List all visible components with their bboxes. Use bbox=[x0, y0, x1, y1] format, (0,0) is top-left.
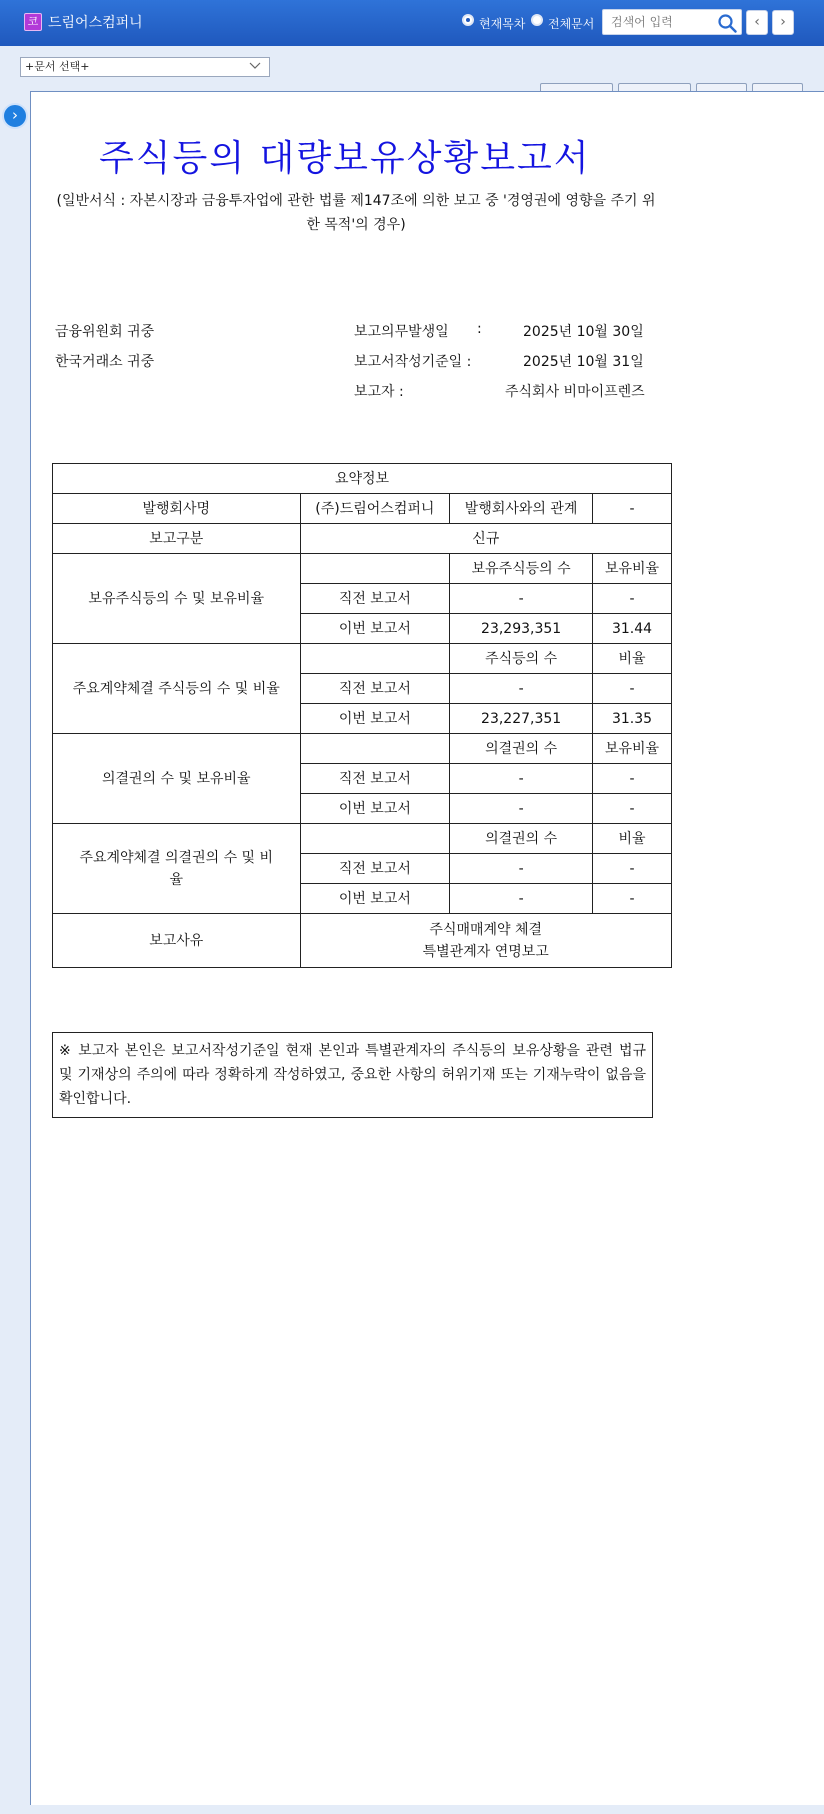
table-cell: - bbox=[593, 854, 672, 884]
document-panel bbox=[30, 91, 824, 1805]
section-label: 의결권의 수 및 보유비율 bbox=[53, 734, 301, 824]
table-cell: 23,293,351 bbox=[450, 614, 593, 644]
column-header: 의결권의 수 bbox=[450, 734, 593, 764]
document-select[interactable] bbox=[20, 57, 270, 77]
row-label: 직전 보고서 bbox=[300, 854, 450, 884]
row-label: 이번 보고서 bbox=[300, 794, 450, 824]
table-cell: - bbox=[450, 884, 593, 914]
search-box[interactable] bbox=[602, 9, 742, 35]
column-header: 의결권의 수 bbox=[450, 824, 593, 854]
table-cell: 31.44 bbox=[593, 614, 672, 644]
column-header: 보유비율 bbox=[593, 554, 672, 584]
row-label: 이번 보고서 bbox=[300, 884, 450, 914]
column-header: 주식등의 수 bbox=[450, 644, 593, 674]
document-title: 주식등의 대량보유상황보고서 bbox=[99, 138, 591, 179]
company-logo-icon: 코 bbox=[24, 13, 42, 31]
document-select-value: +문서 선택+ bbox=[25, 60, 90, 73]
column-header: 보유비율 bbox=[593, 734, 672, 764]
next-result-button[interactable]: › bbox=[772, 10, 794, 35]
table-row bbox=[53, 554, 672, 584]
report-type-label: 보고구분 bbox=[53, 524, 301, 554]
column-header: 보유주식등의 수 bbox=[450, 554, 593, 584]
relation-label: 발행회사와의 관계 bbox=[450, 494, 593, 524]
table-cell: - bbox=[593, 794, 672, 824]
table-cell: - bbox=[450, 854, 593, 884]
table-cell bbox=[300, 824, 450, 854]
table-row bbox=[53, 464, 672, 494]
prev-result-button[interactable]: ‹ bbox=[746, 10, 768, 35]
table-cell bbox=[300, 644, 450, 674]
table-cell: - bbox=[593, 584, 672, 614]
table-row bbox=[53, 494, 672, 524]
summary-heading: 요약정보 bbox=[53, 464, 672, 494]
radio-all-documents[interactable] bbox=[531, 14, 543, 26]
radio-all-documents-label[interactable]: 전체문서 bbox=[548, 17, 595, 31]
table-cell: - bbox=[593, 674, 672, 704]
section-label: 주요계약체결 주식등의 수 및 비율 bbox=[53, 644, 301, 734]
sidebar-toggle-button[interactable]: › bbox=[2, 103, 28, 129]
summary-table bbox=[52, 463, 672, 968]
relation-value: - bbox=[593, 494, 672, 524]
table-cell bbox=[300, 734, 450, 764]
report-reason-label: 보고사유 bbox=[53, 914, 301, 968]
base-date: 2025년 10월 31일 bbox=[523, 354, 644, 370]
section-label: 보유주식등의 수 및 보유비율 bbox=[53, 554, 301, 644]
addressee-fsc: 금융위원회 귀중 bbox=[55, 324, 155, 340]
report-type-value: 신규 bbox=[300, 524, 672, 554]
obligation-date: 2025년 10월 30일 bbox=[523, 324, 644, 340]
radio-current-toc-label[interactable]: 현재목차 bbox=[479, 17, 526, 31]
table-cell: 31.35 bbox=[593, 704, 672, 734]
row-label: 직전 보고서 bbox=[300, 584, 450, 614]
issuer-label: 발행회사명 bbox=[53, 494, 301, 524]
addressee-krx: 한국거래소 귀중 bbox=[55, 354, 155, 370]
report-reason-line: 주식매매계약 체결 bbox=[429, 921, 543, 938]
report-reason-value bbox=[300, 914, 672, 968]
radio-current-toc[interactable] bbox=[462, 14, 474, 26]
table-row bbox=[53, 644, 672, 674]
table-row bbox=[53, 914, 672, 968]
reporter-name: 주식회사 비마이프렌즈 bbox=[505, 384, 645, 400]
column-header: 비율 bbox=[593, 644, 672, 674]
base-date-label: 보고서작성기준일 : bbox=[354, 354, 472, 370]
search-input[interactable] bbox=[609, 13, 713, 31]
reporter-label: 보고자 : bbox=[354, 384, 404, 400]
table-cell: 23,227,351 bbox=[450, 704, 593, 734]
obligation-date-sep: : bbox=[477, 321, 482, 337]
table-row bbox=[53, 824, 672, 854]
report-reason-line: 특별관계자 연명보고 bbox=[422, 943, 549, 960]
table-cell: - bbox=[593, 884, 672, 914]
table-cell: - bbox=[450, 794, 593, 824]
table-cell: - bbox=[450, 674, 593, 704]
chevron-down-icon bbox=[249, 61, 261, 71]
table-cell: - bbox=[450, 584, 593, 614]
obligation-date-label: 보고의무발생일 bbox=[354, 324, 449, 340]
issuer-value: (주)드림어스컴퍼니 bbox=[300, 494, 450, 524]
column-header: 비율 bbox=[593, 824, 672, 854]
table-cell bbox=[300, 554, 450, 584]
table-cell: - bbox=[450, 764, 593, 794]
row-label: 직전 보고서 bbox=[300, 674, 450, 704]
company-name[interactable]: 드림어스컴퍼니 bbox=[48, 15, 143, 31]
row-label: 이번 보고서 bbox=[300, 704, 450, 734]
confirmation-notice: ※ 보고자 본인은 보고서작성기준일 현재 본인과 특별관계자의 주식등의 보유상황을 관련 법규 및 기재상의 주의에 따라 정확하게 작성하였고, 중요한 사항의 허위기재 또는 기재누락이 없음을 확인합니다. bbox=[52, 1032, 653, 1118]
document-subtitle: (일반서식 : 자본시장과 금융투자업에 관한 법률 제147조에 의한 보고 중 '경영권에 영향을 주기 위한 목적'의 경우) bbox=[56, 193, 656, 233]
top-bar bbox=[0, 0, 824, 46]
table-cell: - bbox=[593, 764, 672, 794]
section-label: 주요계약체결 의결권의 수 및 비율 bbox=[53, 824, 301, 914]
row-label: 이번 보고서 bbox=[300, 614, 450, 644]
search-icon[interactable] bbox=[717, 13, 737, 33]
table-row bbox=[53, 524, 672, 554]
table-row bbox=[53, 734, 672, 764]
row-label: 직전 보고서 bbox=[300, 764, 450, 794]
